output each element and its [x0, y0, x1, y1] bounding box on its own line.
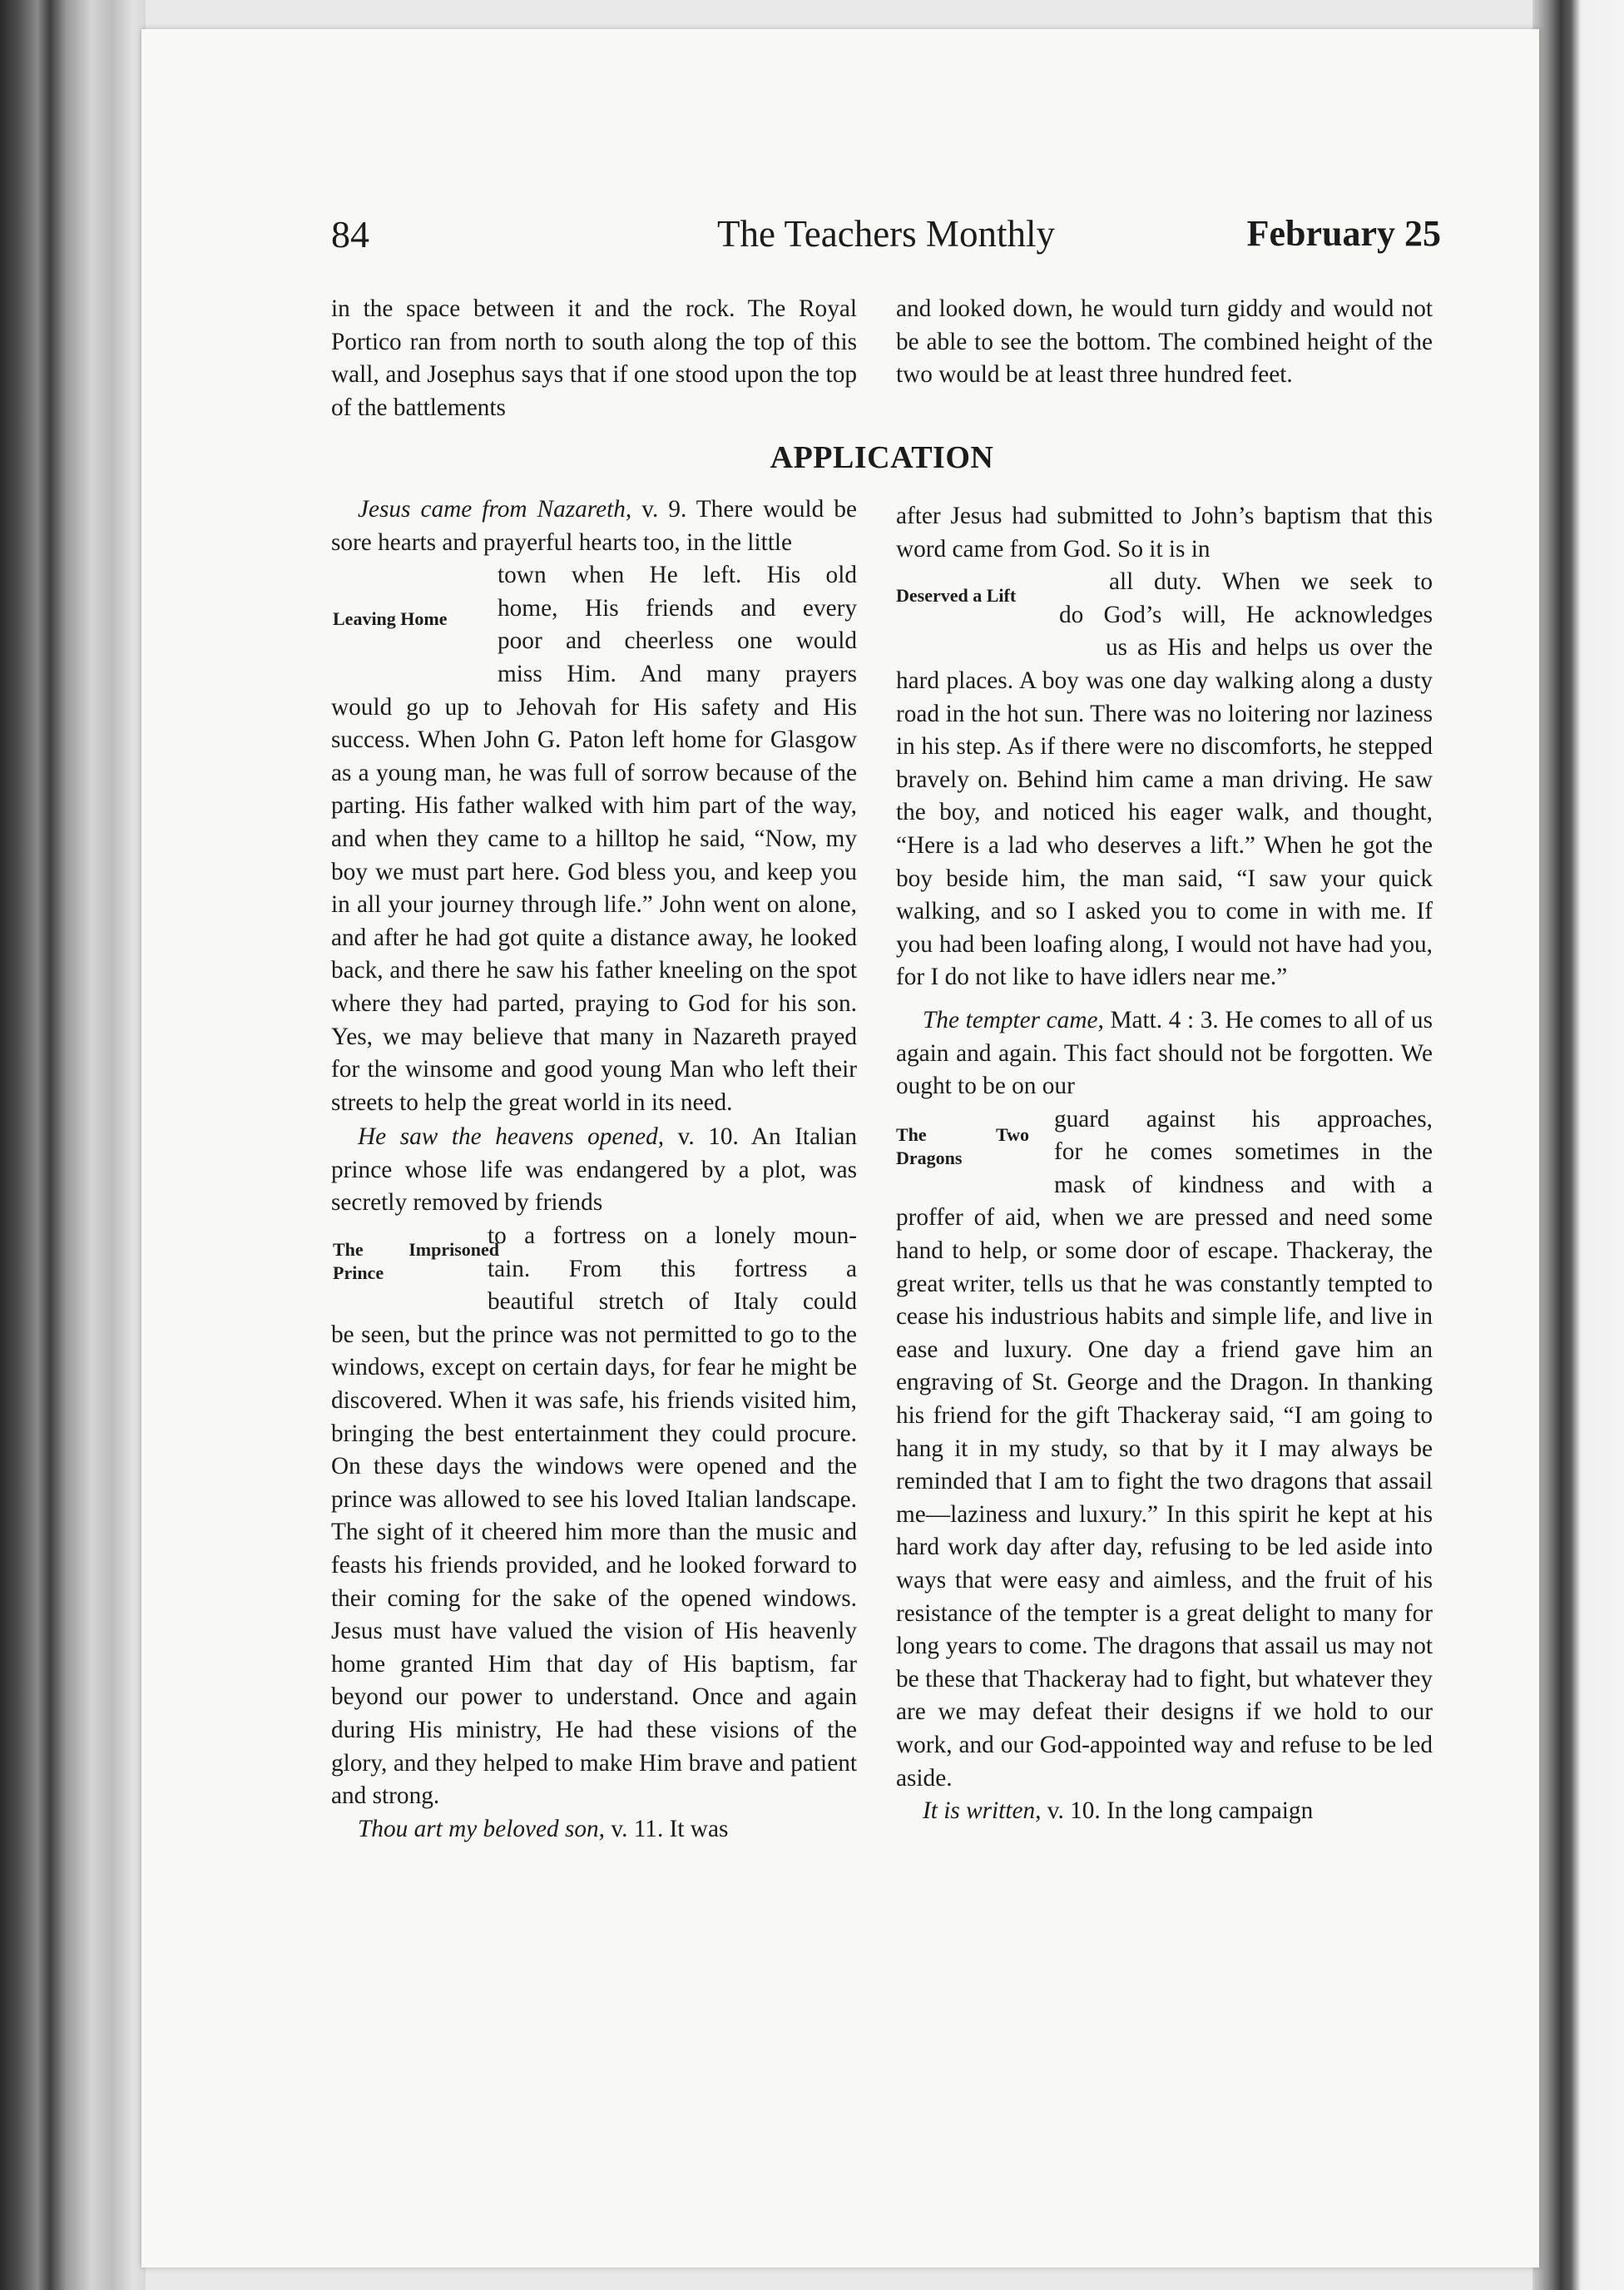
book-page-edge-right: [1532, 0, 1624, 2290]
indented-text: [488, 1220, 857, 1319]
indented-line: do God’s will, He acknowledges: [1059, 601, 1433, 628]
indented-line: mask of kindness and with a: [1054, 1171, 1433, 1198]
indented-line: for he comes sometimes in the: [1054, 1138, 1433, 1166]
indented-line: guard against his approaches,: [1054, 1105, 1433, 1133]
intro-left-text: [331, 293, 857, 424]
indented-text: [1059, 566, 1433, 665]
verse-lead: Jesus came from Nazareth,: [358, 496, 632, 523]
section-heading: APPLICATION: [770, 440, 994, 475]
sidenote-block-imprisoned-prince: [331, 1220, 857, 1319]
sidenote-deserved-a-lift: Deserved a Lift: [896, 585, 1017, 607]
paragraph-heavens-rest: be seen, but the prince was not permitted to go to the windows, except on certain days, for fear he might be discovered. When it was safe, his friends visited him, bringing the best entertainment they could procure. On these days the windows were opened and the prince was allowed to see his loved Italian landscape. The sight of it cheered him more than the music and feasts his friends provided, and he looked forward to their coming for the sake of the opened windows. Jesus must have valued the vision of His heavenly home granted Him that day of His baptism, far beyond our power to understand. Once and again during His ministry, He had these visions of the glory, and they helped to make Him brave and patient and strong.: [331, 1321, 857, 1810]
paragraph-text: v. 10. An Italian prince whose life was endangered by a plot, was secretly removed by friends: [331, 1123, 857, 1217]
verse-lead: The tempter came,: [923, 1006, 1104, 1033]
paragraph-nazareth-rest: would go up to Jehovah for His safety and His success. When John G. Paton left home for Glasgow as a young man, he was full of sorrow because of the parting. His father walked with him part of the way, and when they came to a hilltop he said, “Now, my boy we must part here. God bless you, and keep you in all your journey through life.” John went on alone, and after he had got quite a distance away, he looked back, and there he saw his father kneeling on the spot where they had parted, praying to God for his son. Yes, we may believe that many in Nazareth prayed for the winsome and good young Man who left their streets to help the great world in its need.: [331, 693, 857, 1116]
paragraph-it-is-written: [896, 1795, 1433, 1828]
verse-lead: He saw the heavens opened,: [358, 1123, 665, 1151]
indented-line: poor and cheerless one would: [498, 627, 857, 655]
paragraph-baptism-start: after Jesus had submitted to John’s baptism that this word came from God. So it is in: [896, 503, 1433, 563]
paragraph-text: Matt. 4 : 3. He comes to all of us again and again. This fact should not be forgotten. We ought to be on our: [896, 1006, 1433, 1100]
book-spine-edge-left: [0, 0, 146, 2290]
sidenote-leaving-home: Leaving Home: [333, 608, 448, 630]
paragraph-lift-rest: hard places. A boy was one day walking along a dusty road in the hot sun. There was no loitering nor laziness in his step. As if there were no discomforts, he stepped bravely on. Behind him came a man driving. He saw the boy, and noticed his eager walk, and thought, “Here is a lad who deserves a lift.” When he got the boy beside him, the man said, “I saw your quick walking, and so I asked you to come in with me. If you had been loafing along, I would not have had you, for I do not like to have idlers near me.”: [896, 667, 1433, 991]
sidenote-imprisoned-prince: The Imprisoned Prince: [333, 1239, 499, 1284]
paragraph-text: v. 11. It was: [605, 1815, 729, 1842]
verse-lead: Thou art my beloved son,: [358, 1815, 606, 1842]
paragraph-heavens-start: [331, 1121, 857, 1220]
paragraph-beloved-son: [331, 1813, 857, 1846]
indented-line: tain. From this fortress a: [488, 1255, 857, 1282]
sidenote-block-leaving-home: [331, 559, 857, 691]
intro-right-paragraph: and looked down, he would turn giddy and would not be able to see the bottom. The combined height of the two would be at least three hundred feet.: [896, 295, 1433, 389]
verse-lead: It is written,: [923, 1797, 1042, 1825]
running-header: [331, 212, 1441, 270]
sidenote-block-deserved-lift: [896, 566, 1433, 665]
left-column: [331, 493, 857, 1846]
journal-title: The Teachers Monthly: [717, 213, 1055, 255]
indented-line: all duty. When we seek to: [1109, 568, 1433, 596]
indented-line: home, His friends and every: [498, 594, 857, 622]
issue-date: February 25: [1246, 213, 1441, 254]
indented-line: town when He left. His old: [498, 562, 857, 589]
right-column: [896, 500, 1433, 1828]
indented-line: to a fortress on a lonely moun-: [488, 1222, 857, 1250]
sidenote-block-two-dragons: [896, 1103, 1433, 1202]
page-number: 84: [331, 213, 369, 255]
paragraph-text: v. 9. There would be sore hearts and prayerful hearts too, in the little: [331, 496, 857, 556]
indented-line: miss Him. And many prayers: [498, 660, 857, 687]
intro-left-paragraph: in the space between it and the rock. The Royal Portico ran from north to south along the top of this wall, and Josephus says that if one stood upon the top of the battlements: [331, 295, 857, 421]
intro-right-text: [896, 293, 1433, 392]
paragraph-nazareth-start: [331, 493, 857, 559]
indented-line: beautiful stretch of Italy could: [488, 1288, 857, 1316]
sidenote-two-dragons: The Two Dragons: [896, 1123, 1029, 1168]
paragraph-dragons-rest: proffer of aid, when we are pressed and need some hand to help, or some door of escape. Thackeray, the great writer, tells us that he was constantly tempted to cease his industrious habits and simple life, and live in ease and luxury. One day a friend gave him an engraving of St. George and the Dragon. In thanking his friend for the gift Thackeray said, “I am going to hang it in my study, so that by it I may always be reminded that I am to fight the two dragons that assail me—laziness and luxury.” In this spirit he kept at his hard work day after day, refusing to be led aside into ways that were easy and aimless, and the fruit of his resistance of the tempter is a great delight to many for long years to come. The dragons that assail us may not be these that Thackeray had to fight, but whatever they are we may defeat their designs if we hold to our work, and our God-appointed way and refuse to be led aside.: [896, 1204, 1433, 1792]
indented-line: us as His and helps us over the: [1106, 634, 1433, 662]
paragraph-text: v. 10. In the long campaign: [1041, 1797, 1314, 1825]
indented-text: [1054, 1103, 1433, 1202]
indented-text: [498, 559, 857, 691]
paragraph-tempter-start: [896, 1004, 1433, 1103]
